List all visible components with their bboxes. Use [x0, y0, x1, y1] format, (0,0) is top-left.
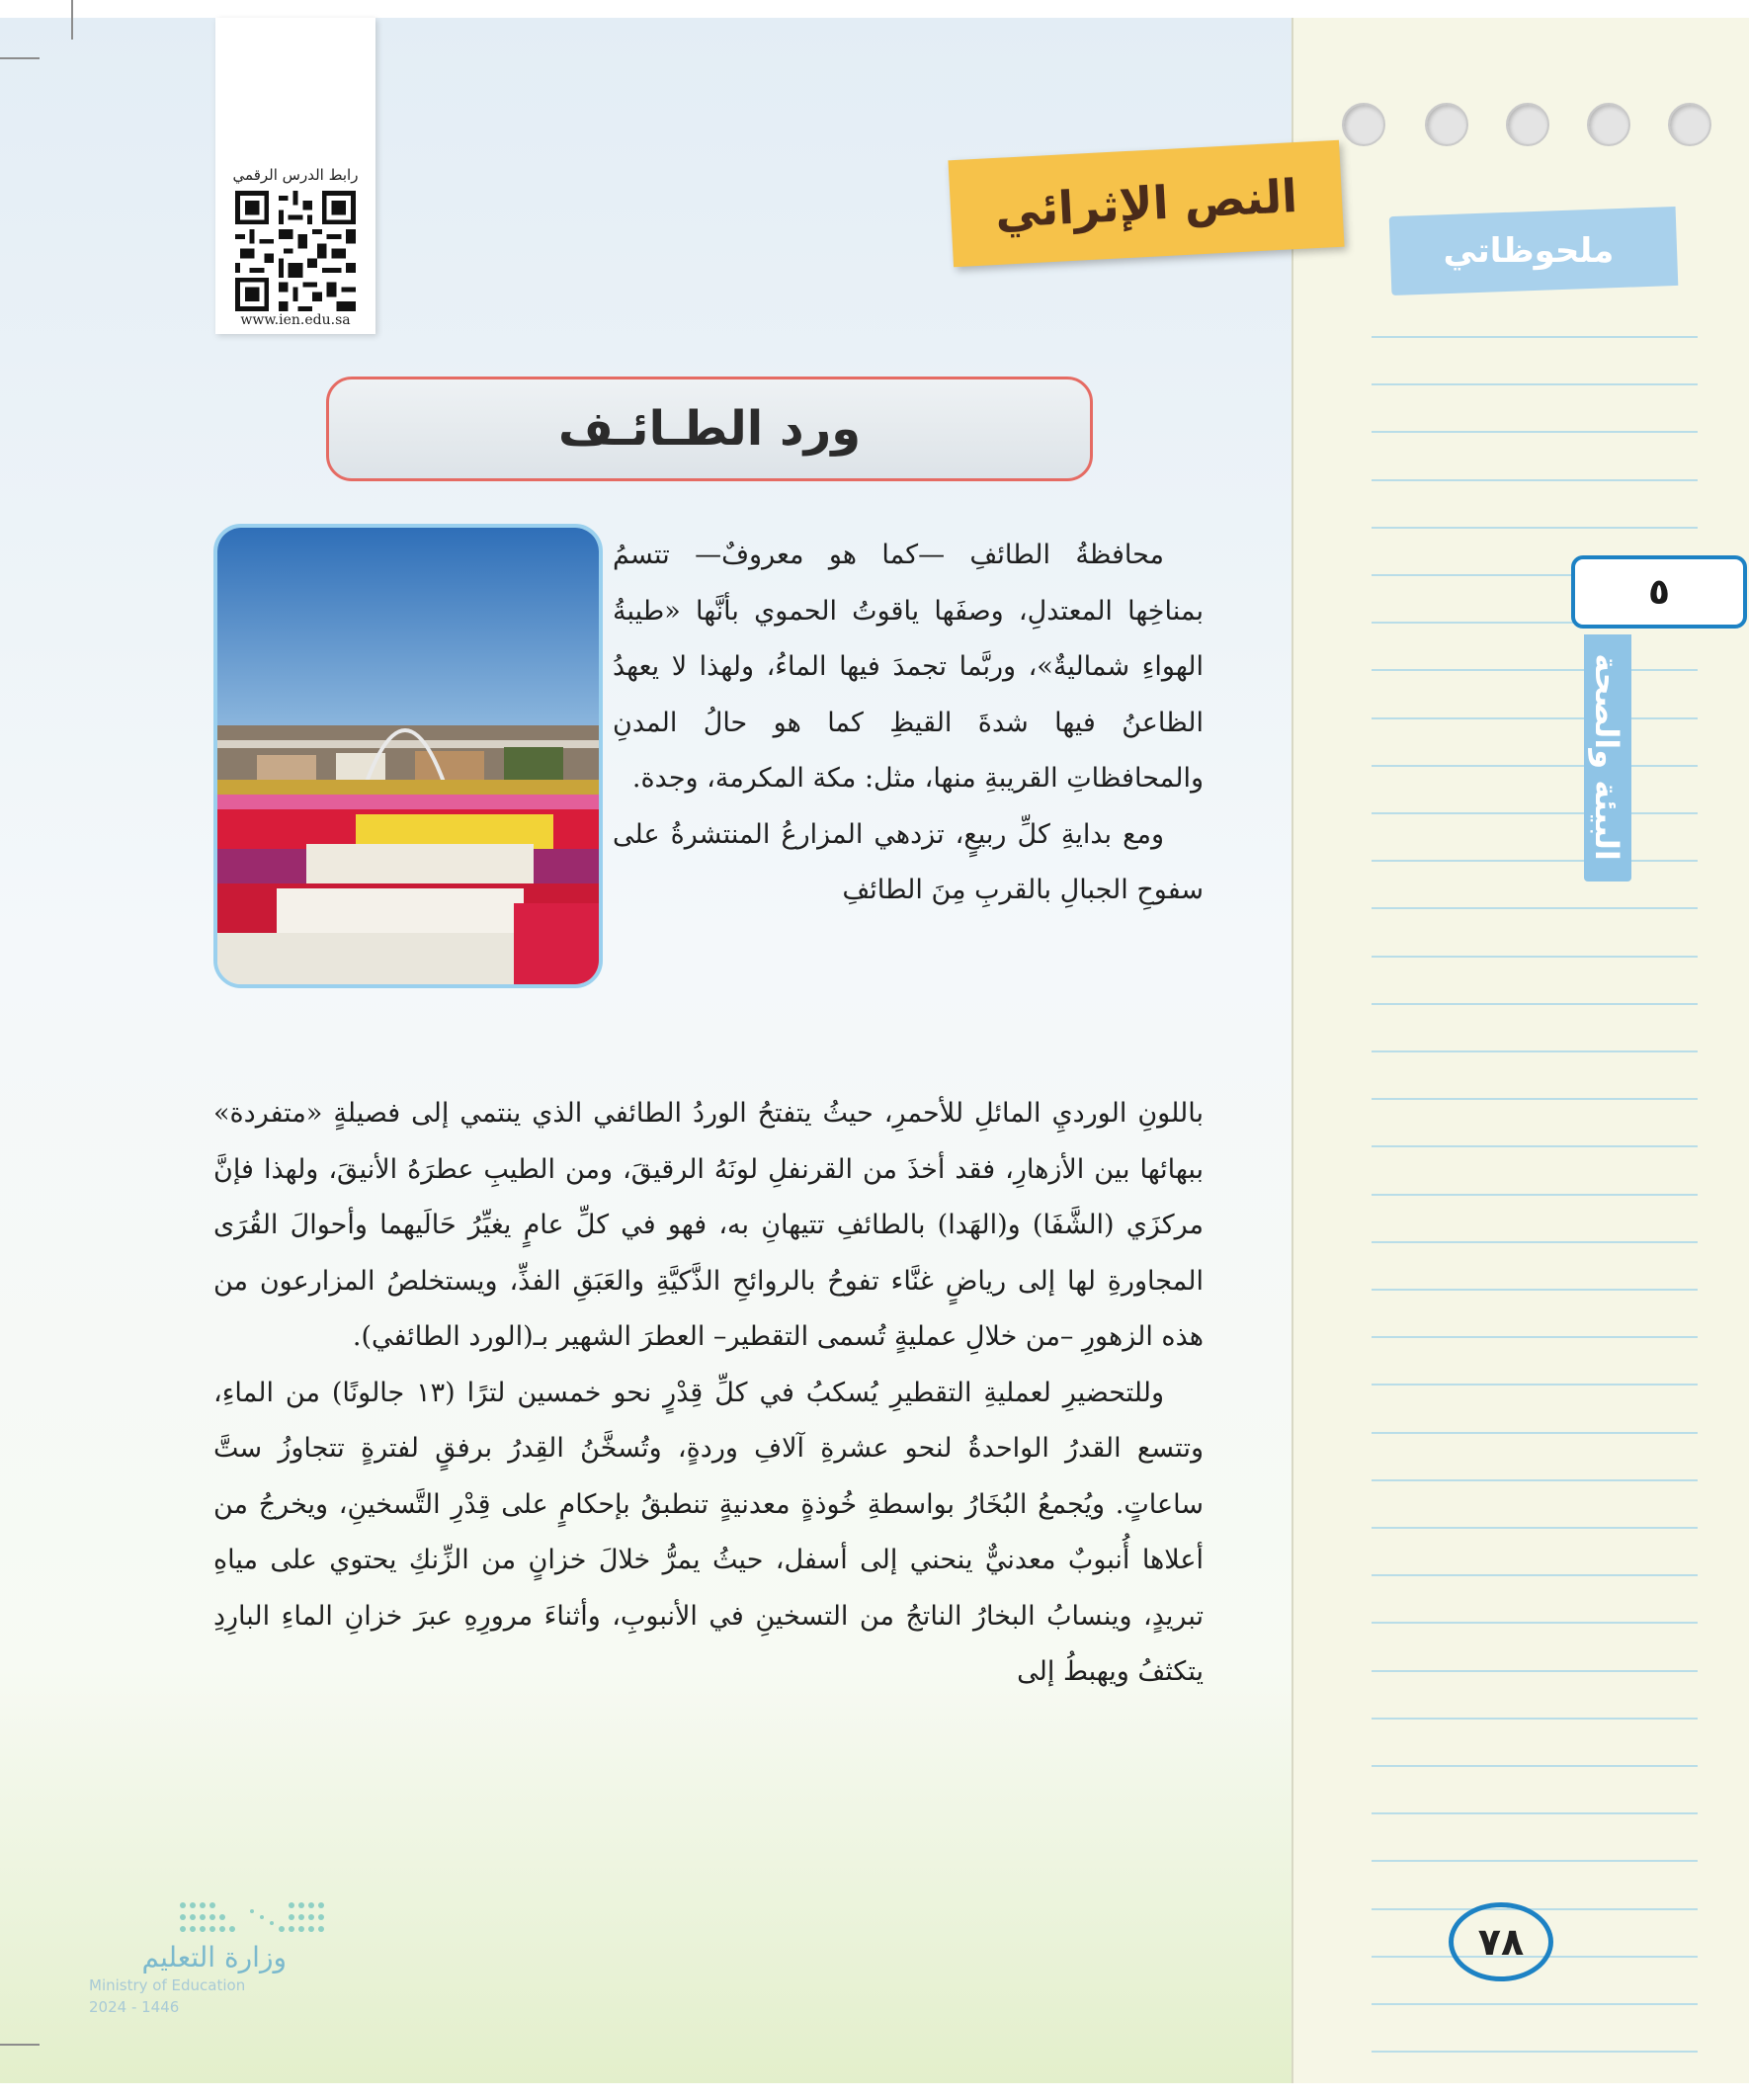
body-text-top	[613, 528, 1204, 919]
page-title: ورد الطـائـف	[326, 377, 1093, 481]
note-line	[1372, 1527, 1698, 1529]
paragraph: ومع بدايةِ كلِّ ربيعٍ، تزدهي المزارعُ المنتشرةُ على سفوحِ الجبالِ بالقربِ مِنَ الطائفِ	[613, 818, 1204, 905]
ministry-name-en: Ministry of Education	[89, 1976, 246, 1994]
note-line	[1372, 812, 1698, 814]
qr-caption: رابط الدرس الرقمي	[232, 166, 359, 184]
page-number: ٧٨	[1449, 1902, 1553, 1981]
note-line	[1372, 1622, 1698, 1624]
note-line	[1372, 1812, 1698, 1814]
binder-ring	[1342, 103, 1385, 146]
ministry-logo	[89, 1897, 346, 2036]
taif-rose-field-photo	[213, 524, 603, 988]
note-line	[1372, 1479, 1698, 1481]
note-line	[1372, 2003, 1698, 2005]
unit-name: البيئة والصحة	[1588, 653, 1625, 861]
note-line	[1372, 1860, 1698, 1862]
note-line	[1372, 1194, 1698, 1196]
note-line	[1372, 956, 1698, 958]
note-line	[1372, 1765, 1698, 1767]
notes-label: ملحوظاتي	[1443, 231, 1615, 271]
note-line	[1372, 2051, 1698, 2053]
note-line	[1372, 907, 1698, 909]
note-line	[1372, 1003, 1698, 1005]
note-line	[1372, 1145, 1698, 1147]
note-line	[1372, 1336, 1698, 1338]
note-line	[1372, 1241, 1698, 1243]
note-line	[1372, 383, 1698, 385]
note-line	[1372, 1908, 1698, 1910]
note-line	[1372, 1670, 1698, 1672]
qr-card[interactable]	[215, 18, 375, 334]
note-line	[1372, 431, 1698, 433]
note-line	[1372, 1718, 1698, 1720]
page-background	[0, 18, 1291, 2083]
binder-ring	[1668, 103, 1711, 146]
note-line	[1372, 1050, 1698, 1052]
note-line	[1372, 765, 1698, 767]
binder-ring	[1425, 103, 1468, 146]
note-line	[1372, 1574, 1698, 1576]
paragraph: وللتحضيرِ لعمليةِ التقطيرِ يُسكبُ في كلِّ قِدْرٍ نحو خمسين لترًا (١٣ جالونًا) من الماءِ، وتتسع القدرُ الواحدةُ لنحو عشرةِ آلافِ وردةٍ، وتُسخَّنُ القِدرُ برفقٍ لفترةٍ تتجاوزُ ستَّ ساعاتٍ. ويُجمعُ البُخَارُ بواسطةِ خُوذةٍ معدنيةٍ تنطبقُ بإحكامٍ على قِدْرِ التَّسخينِ، ويخرجُ من أعلاها أُنبوبٌ معدنيٌّ ينحني إلى أسفل، حيثُ يمرُّ خلالَ خزانٍ من الزِّنكِ يحتوي على مياهِ تبريدٍ، وينسابُ البخارُ الناتجُ من التسخينِ في الأنبوبِ، وأثناءَ مرورِهِ عبرَ خزانِ الماءِ البارِدِ يتكثفُ ويهبطُ إلى	[213, 1377, 1205, 1687]
qr-url[interactable]: www.ien.edu.sa	[240, 312, 351, 328]
note-line	[1372, 1289, 1698, 1291]
ministry-name-ar: وزارة التعليم	[141, 1941, 287, 1974]
crop-mark	[71, 0, 73, 40]
note-line	[1372, 669, 1698, 671]
paragraph: محافظةُ الطائفِ —كما هو معروفٌ— تتسمُ بمناخِها المعتدلِ، وصفَها ياقوتُ الحموي بأنَّها «طيبةُ الهواءِ شماليةٌ»، وربَّما تجمدَ فيها الماءُ، ولهذا لا يعهدُ الظاعنُ فيها شدةَ القيظِ كما هو حالُ المدنِ والمحافظاتِ القريبةِ منها، مثل: مكة المكرمة، وجدة.	[613, 540, 1204, 794]
binder-ring	[1587, 103, 1630, 146]
crop-mark	[0, 57, 40, 59]
note-line	[1372, 1432, 1698, 1434]
note-line	[1372, 717, 1698, 719]
paragraph: باللونِ الورديِ المائلِ للأحمرِ، حيثُ يتفتحُ الوردُ الطائفي الذي ينتمي إلى فصيلةٍ «متفردة» ببهائها بين الأزهارِ، فقد أخذَ من القرنفلِ لونَهُ الرقيقَ، ومن الطيبِ عطرَهُ الأنيقَ، ولهذا فإنَّ مركزَي (الشَّفَا) و(الهَدا) بالطائفِ تتيهانِ به، فهو في كلِّ عامٍ يغيِّرُ حَالَيهما وأحوالَ القُرَى المجاورةِ لها إلى رياضٍ غنَّاء تفوحُ بالروائحِ الذَّكيَّةِ والعَبَقِ الفذِّ، ويستخلصُ المزارعون من هذه الزهورِ –من خلالِ عمليةٍ تُسمى التقطير– العطرَ الشهير بـ(الورد الطائفي).	[213, 1098, 1204, 1352]
note-line	[1372, 479, 1698, 481]
note-line	[1372, 527, 1698, 529]
note-line	[1372, 1384, 1698, 1386]
ministry-dots-icon	[173, 1897, 331, 1937]
qr-code-icon[interactable]	[235, 191, 356, 311]
note-line	[1372, 860, 1698, 862]
ministry-year: 2024 - 1446	[89, 1998, 180, 2016]
body-text-bottom	[213, 1086, 1204, 1701]
crop-mark	[0, 2044, 40, 2046]
section-label: النص الإثرائي	[993, 169, 1299, 238]
binder-ring	[1506, 103, 1549, 146]
note-line	[1372, 1098, 1698, 1100]
unit-number: ٥	[1571, 555, 1747, 629]
note-line	[1372, 336, 1698, 338]
